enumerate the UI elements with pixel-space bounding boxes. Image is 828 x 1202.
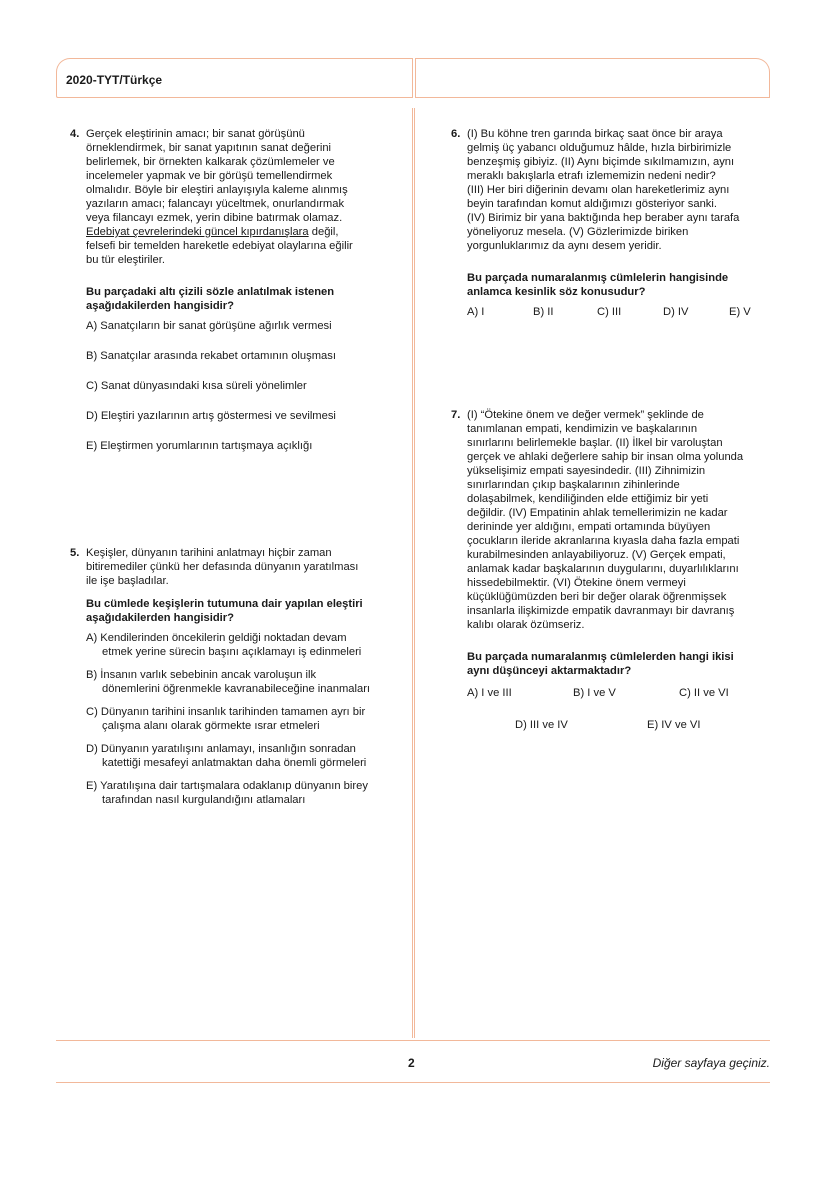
option-e[interactable]: E) V [729,306,751,318]
option-c[interactable] [86,705,370,733]
option-e[interactable]: E) Eleştirmen yorumlarının tartışmaya açıklığı [86,440,313,452]
question-4 [70,127,353,453]
option-a[interactable]: A) I ve III [467,687,512,699]
option-line: dönemlerini öğrenmekle kavranabileceğine inanmaları [102,683,371,695]
exam-title: 2020-TYT/Türkçe [66,73,163,87]
passage-line: (I) “Ötekine önem ve değer vermek” şeklinde de [467,409,704,421]
option-a[interactable]: A) I [467,306,485,318]
passage-line: bitiremediler çünkü her defasında dünyanın yaratılması [86,561,359,573]
passage-line: derininde yer aldığını, empati ortamında büyüyen [467,521,711,533]
option-line: katettiği mesafeyi anlatmaktan daha önemli görmeleri [102,757,367,769]
option-b[interactable]: B) Sanatçılar arasında rekabet ortamının oluşması [86,350,336,362]
option-c[interactable]: C) III [597,306,622,318]
footer-line-top [56,1040,770,1041]
option-line: D) Dünyanın yaratılışını anlamayı, insanlığın sonradan [86,743,356,755]
stem-line: aşağıdakilerden hangisidir? [86,612,234,624]
passage-line: gelmiş üç yabancı olduğumuz hâlde, hızla birbirimizle [467,142,732,154]
option-b[interactable]: B) I ve V [573,687,616,699]
question-number: 5. [70,547,80,559]
passage-line: örneklendirmek, bir sanat yapıtının sanat değerini [86,142,332,154]
passage-line: (I) Bu köhne tren garında birkaç saat önce bir araya [467,128,723,140]
option-line: E) Yaratılışına dair tartışmalara odaklanıp dünyanın birey [86,780,368,792]
passage-line: çocukların ileride akranlarına kıyasla daha fazla empati [467,535,740,547]
option-b[interactable]: B) II [533,306,554,318]
option-c[interactable]: C) Sanat dünyasındaki kısa süreli yönelimler [86,380,307,392]
stem-line: Bu parçada numaralanmış cümlelerin hangisinde [467,272,729,284]
stem-line: Bu cümlede keşişlerin tutumuna dair yapılan eleştiri [86,598,363,610]
question-number: 7. [451,409,461,421]
question-stem [467,271,767,299]
passage-line: beyin tarafından komut aldığımızı gösteriyor sanki. [467,198,717,210]
next-page-note: Diğer sayfaya geçiniz. [652,1056,770,1070]
column-divider [412,108,415,1038]
passage-line: meraklı bakışlarla etrafı izlememizin nedeni nedir? [467,170,716,182]
passage-line: olmalıdır. Böyle bir eleştiri anlayışıyla kaleme alınmış [86,184,348,196]
passage-line: sınırlarını belirlemekle başlar. (II) İlkel bir varoluştan [467,437,723,449]
option-e[interactable] [86,779,370,807]
question-6 [451,127,767,321]
passage-line: sınırlarından çıkıp başkalarının zihinlerinde [467,479,680,491]
passage-line-underlined [86,225,353,239]
passage-line: anlamak kadar başkalarının duygularını, duyarlılıklarını [467,563,739,575]
passage-line: yöneliyoruz mesela. (V) Gözlerimizde biriken [467,226,689,238]
option-line: etmek yerine sürecin başını açıklamayı iş edinmeleri [102,646,362,658]
question-number: 6. [451,128,461,140]
passage-line: felsefi bir temelden hareketle edebiyat olaylarına eğilir [86,240,353,252]
passage-line: veya filancayı ezmek, yerin dibine batırmak olamaz. [86,212,343,224]
option-line: çalışma alanı olarak görmekte ısrar etmeleri [102,720,320,732]
option-a[interactable]: A) Sanatçıların bir sanat görüşüne ağırlık vermesi [86,320,332,332]
option-c[interactable]: C) II ve VI [679,687,729,699]
question-5 [70,546,370,807]
passage-line: (IV) Birimiz bir yana baktığında hep beraber aynı tarafa [467,212,740,224]
option-line: tarafından nasıl kurgulandığını atlamaları [102,794,306,806]
stem-line: aşağıdakilerden hangisidir? [86,300,234,312]
passage-line: ile işe başladılar. [86,575,169,587]
option-e[interactable]: E) IV ve VI [647,719,701,731]
passage-line: kurabilmesinden anlayabiliyoruz. (V) Gerçek empati, [467,549,726,561]
passage-line: gerçek ve ahlaki değerlere sahip bir insan olma yolunda [467,451,744,463]
passage-line: kalıbı olarak özümseriz. [467,619,585,631]
passage-line: insanlarla ilişkimizde empatik davranmayı bir davranış [467,605,735,617]
header-divider [412,58,416,98]
underlined-phrase: Edebiyat çevrelerindeki güncel kıpırdanışlara [86,226,309,238]
passage-line: Keşişler, dünyanın tarihini anlatmayı hiçbir zaman [86,547,332,559]
passage-line: tanımlanan empati, kendimizin ve başkalarının [467,423,698,435]
passage-line: belirlemek, bir örnekten kalkarak çözümlemeler ve [86,156,335,168]
question-number: 4. [70,128,80,140]
question-stem [86,597,370,625]
passage-text: değil, [308,226,339,238]
option-d[interactable]: D) Eleştiri yazılarının artış göstermesi ve sevilmesi [86,410,336,422]
option-d[interactable]: D) IV [663,306,689,318]
passage-line: (III) Her biri diğerinin devamı olan hareketlerimiz aynı [467,184,730,196]
option-b[interactable] [86,668,370,696]
passage-line: hissedebilmektir. (VI) Ötekine önem vermeyi [467,577,686,589]
passage-line: küçüklüğümüzden beri bir değer olarak öğrenmişsek [467,591,727,603]
passage-line: yorgunluklarımız da aynı desem yeridir. [467,240,662,252]
passage-line: yükselişimiz empati sayesindedir. (III) Zihnimizin [467,465,706,477]
stem-line: anlamca kesinlik söz konusudur? [467,286,646,298]
header-right-box [416,58,770,98]
option-a[interactable] [86,631,370,659]
question-stem [86,285,353,313]
stem-line: Bu parçadaki altı çizili sözle anlatılmak istenen [86,286,335,298]
page-number: 2 [408,1056,415,1070]
option-line: B) İnsanın varlık sebebinin ancak varoluşun ilk [86,669,317,681]
footer-line-bottom [56,1082,770,1083]
passage-line: incelemeler yapmak ve bir görüşü temellendirmek [86,170,333,182]
option-d[interactable]: D) III ve IV [515,719,568,731]
passage-line: benzeşmiş gibiyiz. (II) Aynı biçimde sıkılmamızın, aynı [467,156,735,168]
passage-line: Gerçek eleştirinin amacı; bir sanat görüşünü [86,128,305,140]
passage-line: bu tür eleştiriler. [86,254,165,266]
passage-line: yazıların amacı; falancayı yüceltmek, onurlandırmak [86,198,345,210]
question-stem [467,650,767,678]
passage-line: değildir. (IV) Empatinin ahlak temellerimizin ne kadar [467,507,728,519]
option-line: C) Dünyanın tarihini insanlık tarihinden tamamen ayrı bir [86,706,366,718]
stem-line: aynı düşünceyi aktarmaktadır? [467,665,632,677]
stem-line: Bu parçada numaralanmış cümlelerden hangi ikisi [467,651,734,663]
question-7 [451,408,767,734]
passage-line: dolaşabilmek, kendiliğinden elde ettiğimiz bir yeti [467,493,709,505]
option-line: A) Kendilerinden öncekilerin geldiği noktadan devam [86,632,347,644]
option-d[interactable] [86,742,370,770]
